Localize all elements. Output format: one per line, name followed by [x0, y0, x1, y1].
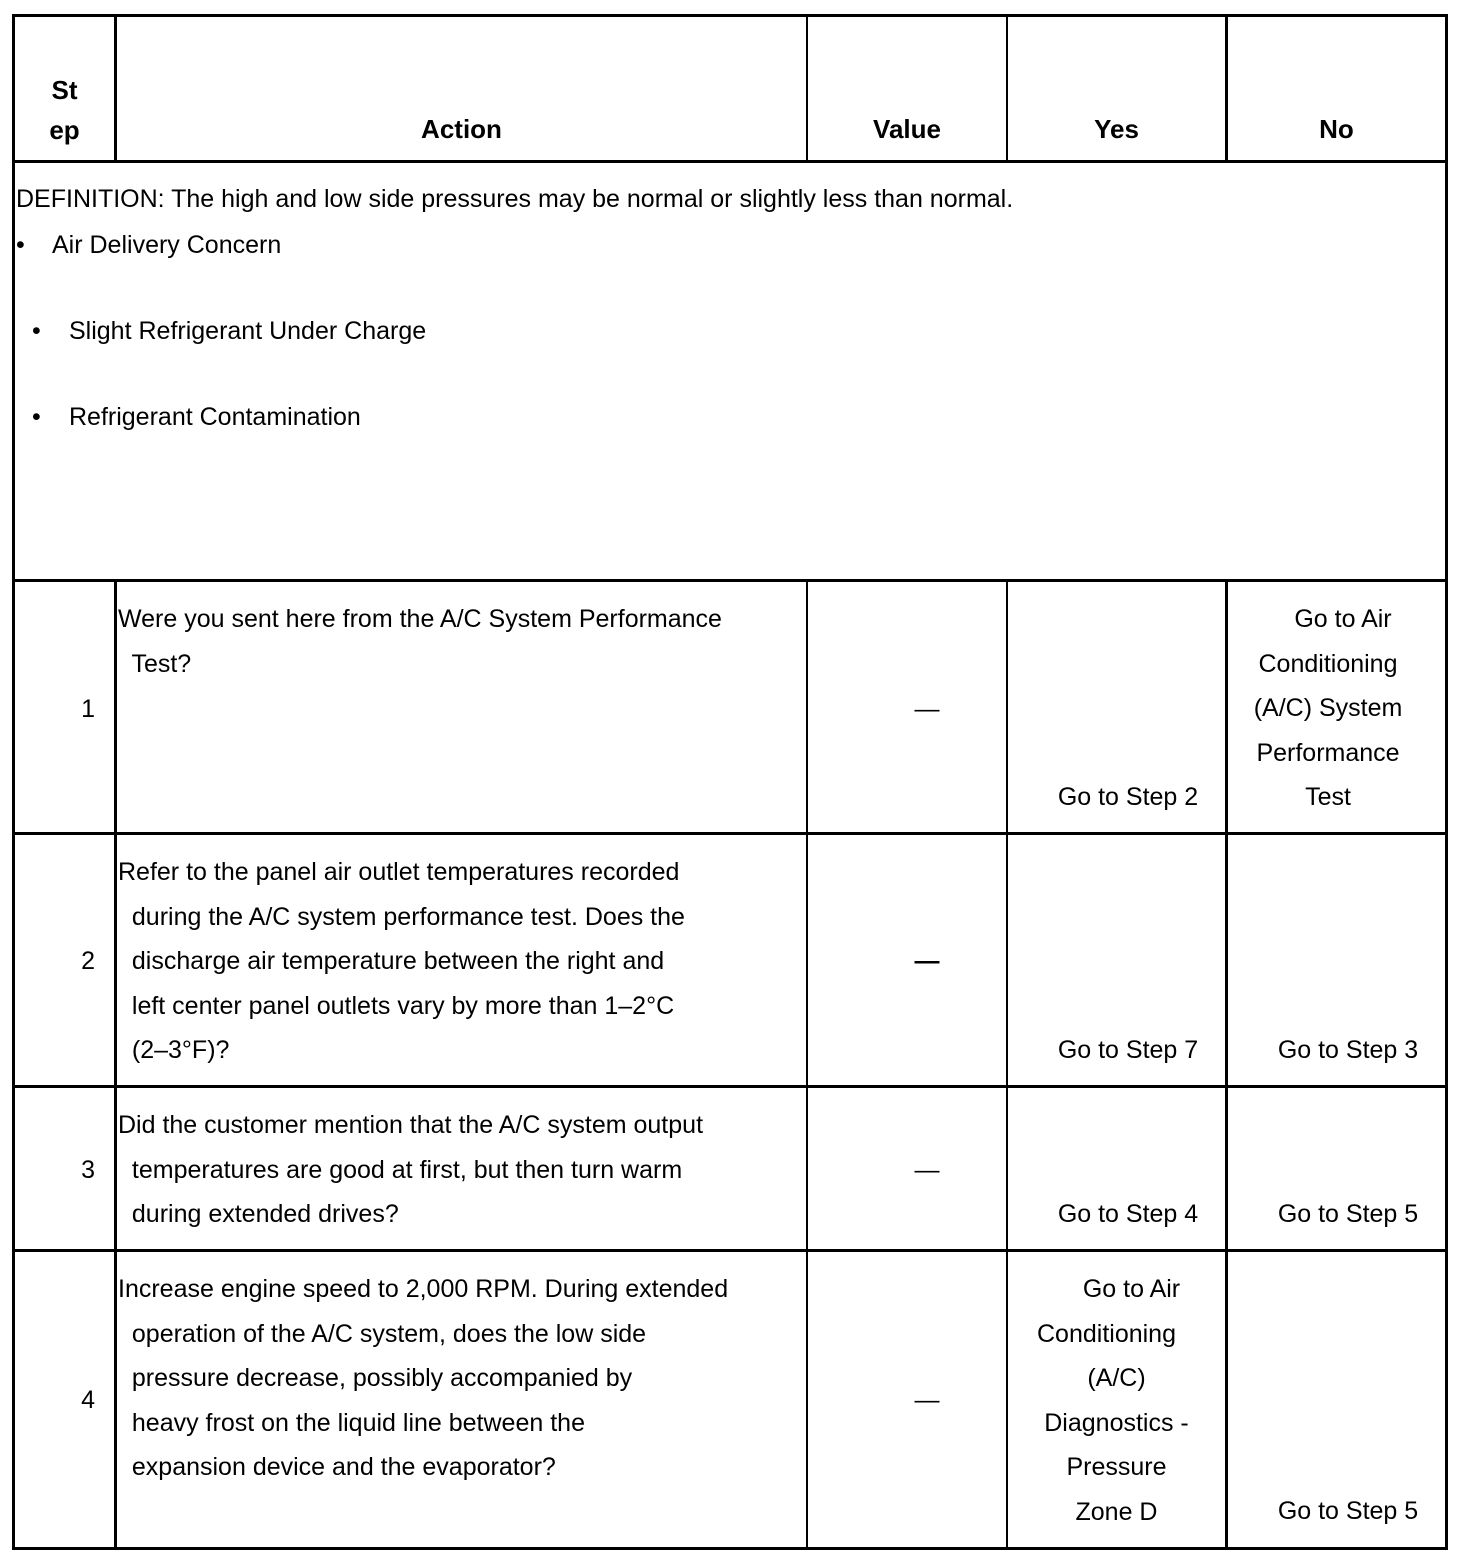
definition-bullet — [32, 314, 41, 348]
definition-bullet-text: Slight Refrigerant Under Charge — [69, 317, 427, 345]
value-dash: — — [914, 695, 940, 723]
action-cell — [118, 597, 806, 686]
yes-line: Go to Step 2 — [1057, 783, 1199, 811]
step-number: 1 — [81, 695, 95, 723]
rule-bottom — [12, 1547, 1448, 1550]
action-line: during extended drives? — [118, 1200, 399, 1228]
rule-header-bottom — [12, 160, 1448, 163]
no-link[interactable] — [1248, 1489, 1448, 1534]
yes-link[interactable] — [1028, 1192, 1228, 1237]
bullet-glyph: • — [32, 317, 41, 345]
header-step-line2: ep — [49, 115, 80, 145]
yes-line: (A/C) — [1087, 1364, 1146, 1392]
no-link[interactable] — [1228, 597, 1428, 820]
action-line: during the A/C system performance test. Does the — [118, 902, 685, 931]
step-number: 3 — [81, 1156, 95, 1184]
definition-bullet — [32, 400, 41, 434]
action-line: Were you sent here from the A/C System Performance — [118, 605, 722, 633]
action-line: operation of the A/C system, does the low side — [118, 1319, 647, 1348]
action-cell — [118, 1103, 806, 1237]
yes-line: Diagnostics - — [1044, 1408, 1189, 1437]
no-line: Go to Air — [1294, 605, 1392, 633]
header-value: Value — [873, 114, 941, 144]
diagnostic-table — [12, 14, 1448, 1550]
value-dash: — — [914, 947, 940, 975]
header-no: No — [1319, 114, 1354, 144]
yes-line: Go to Air — [1082, 1275, 1181, 1303]
header-action: Action — [421, 114, 502, 144]
yes-link[interactable] — [1028, 775, 1228, 820]
value-dash: — — [914, 1386, 940, 1414]
no-line: (A/C) System — [1253, 694, 1403, 722]
definition-bullet — [16, 228, 25, 262]
step-number: 4 — [81, 1386, 95, 1414]
header-step — [15, 70, 114, 150]
rule-top — [12, 14, 1448, 17]
rule-col-action — [806, 579, 808, 1550]
yes-line: Go to Step 7 — [1057, 1036, 1199, 1064]
no-line: Go to Step 3 — [1277, 1036, 1419, 1064]
rule-row1-bottom — [12, 832, 1448, 835]
no-line: Test — [1305, 783, 1351, 811]
rule-row2-bottom — [12, 1085, 1448, 1088]
no-link[interactable] — [1248, 1192, 1448, 1237]
rule-left — [12, 14, 15, 1550]
yes-line: Zone D — [1075, 1497, 1158, 1526]
header-yes: Yes — [1094, 114, 1139, 144]
action-line: heavy frost on the liquid line between the — [118, 1408, 585, 1437]
no-line: Go to Step 5 — [1277, 1497, 1419, 1525]
action-line: left center panel outlets vary by more than 1–2°C — [118, 991, 675, 1020]
action-line: pressure decrease, possibly accompanied by — [118, 1364, 633, 1392]
rule-col-step — [114, 579, 117, 1550]
definition-bullet-text: Refrigerant Contamination — [69, 403, 361, 431]
action-line: expansion device and the evaporator? — [118, 1453, 556, 1481]
step-number: 2 — [81, 947, 95, 975]
header-step-line1: St — [51, 75, 78, 105]
action-line: Increase engine speed to 2,000 RPM. During extended — [118, 1275, 729, 1303]
rule-right — [1445, 14, 1448, 1550]
action-line: Refer to the panel air outlet temperatures recorded — [118, 858, 680, 886]
bullet-glyph: • — [16, 231, 25, 259]
action-line: Did the customer mention that the A/C system output — [118, 1111, 704, 1139]
yes-line: Pressure — [1066, 1453, 1167, 1481]
yes-line: Go to Step 4 — [1057, 1200, 1199, 1228]
rule-definition-bottom — [12, 579, 1448, 582]
action-line: discharge air temperature between the right and — [118, 947, 665, 975]
bullet-glyph: • — [32, 403, 41, 431]
action-cell — [118, 1267, 806, 1490]
action-line: (2–3°F)? — [118, 1036, 230, 1064]
action-line: Test? — [118, 649, 192, 678]
value-dash: — — [914, 1156, 940, 1184]
action-cell — [118, 850, 806, 1073]
definition-text: DEFINITION: The high and low side pressures may be normal or slightly less than normal. — [16, 185, 1014, 213]
definition-bullet-text: Air Delivery Concern — [52, 231, 282, 259]
no-line: Go to Step 5 — [1277, 1200, 1419, 1228]
no-line: Conditioning — [1258, 649, 1398, 678]
action-line: temperatures are good at first, but then turn warm — [118, 1155, 683, 1184]
yes-link[interactable] — [1008, 1267, 1225, 1534]
rule-row3-bottom — [12, 1249, 1448, 1252]
no-line: Performance — [1256, 738, 1400, 767]
yes-link[interactable] — [1028, 1028, 1228, 1073]
no-link[interactable] — [1248, 1028, 1448, 1073]
yes-line: Conditioning — [1037, 1319, 1176, 1348]
